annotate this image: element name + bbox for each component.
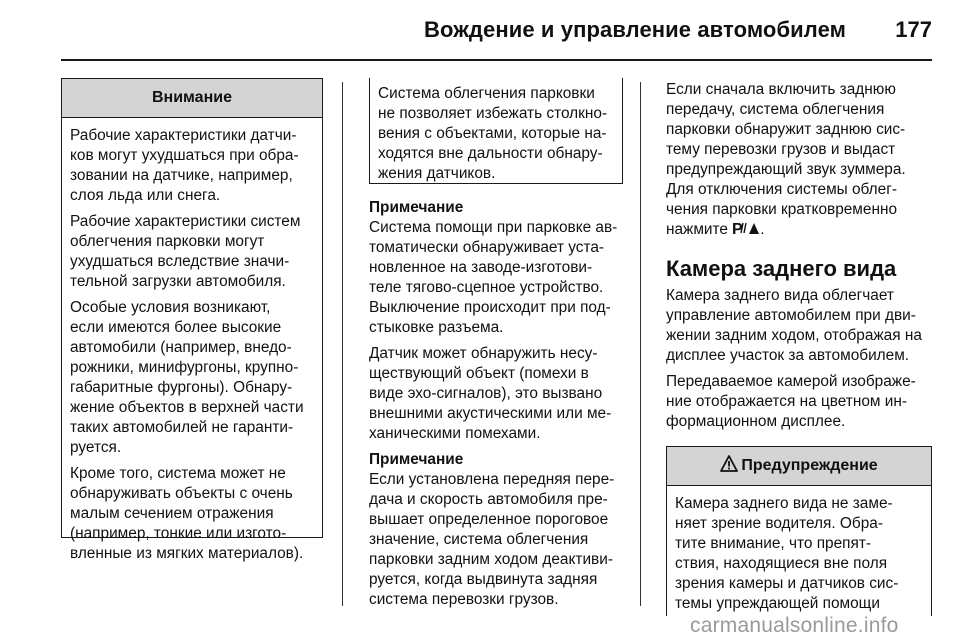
text-line: ханическими помехами. xyxy=(369,425,541,442)
text-line: Для отключения системы облег- xyxy=(666,181,897,198)
trailer-detection-text xyxy=(666,80,932,220)
text-line: Кроме того, система может не xyxy=(70,465,286,482)
text-line: зрения камеры и датчиков сис- xyxy=(675,575,899,592)
rear-camera-para-1 xyxy=(666,286,932,366)
text-line: парковки задним ходом деактиви- xyxy=(369,551,613,568)
text-line: жение объектов в верхней части xyxy=(70,399,304,416)
text-line: рожники, минифургоны, крупно- xyxy=(70,359,299,376)
warning-box-danger-header xyxy=(667,447,931,486)
text-line: ствия, находящиеся вне поля xyxy=(675,555,888,572)
note-1 xyxy=(369,198,623,444)
text-line: малым сечением отражения xyxy=(70,505,274,522)
text-line: если имеются более высокие xyxy=(70,319,282,336)
text-line: темы упреждающей помощи xyxy=(675,595,880,612)
text-line: стыковке разъема. xyxy=(369,319,504,336)
parking-assist-button-icon xyxy=(732,220,760,236)
text-line: Если установлена передняя пере- xyxy=(369,471,615,488)
text-line: новленное на заводе-изготови- xyxy=(369,259,593,276)
warning-box-danger-title: Предупреждение xyxy=(741,457,878,474)
text-line: Система облегчения парковки xyxy=(378,85,595,102)
text-line: няет зрение водителя. Обра- xyxy=(675,515,883,532)
text-line: Камера заднего вида не заме- xyxy=(675,495,893,512)
text-line: слоя льда или снега. xyxy=(70,187,221,204)
text-line: габаритные фургоны). Обнару- xyxy=(70,379,293,396)
column-divider-2 xyxy=(640,82,641,606)
watermark: carmanualsonline.info xyxy=(690,614,899,637)
press-period: . xyxy=(760,221,765,238)
text-line: система перевозки грузов. xyxy=(369,591,559,608)
warning-triangle-icon xyxy=(720,455,738,472)
note-2-label: Примечание xyxy=(369,451,464,468)
note-1-text xyxy=(369,218,623,444)
text-line: таких автомобилей не гаранти- xyxy=(70,419,294,436)
warning-box-body xyxy=(62,118,322,574)
header-rule xyxy=(61,59,932,61)
press-instruction: нажмите xyxy=(666,221,728,238)
text-line: (например, тонкие или изгото- xyxy=(70,525,287,542)
page-number: 177 xyxy=(895,17,932,42)
text-line: парковки обнаружит заднюю сис- xyxy=(666,121,906,138)
text-line: Рабочие характеристики систем xyxy=(70,213,301,230)
press-button-line xyxy=(666,220,932,240)
text-line: Выключение происходит при под- xyxy=(369,299,611,316)
text-line: виде эхо-сигналов), это вызвано xyxy=(369,385,603,402)
text-line: томатически обнаруживает уста- xyxy=(369,239,605,256)
text-line: вышает определенное пороговое xyxy=(369,511,609,528)
text-line: автомобили (например, внедо- xyxy=(70,339,292,356)
text-line: зовании на датчике, например, xyxy=(70,167,293,184)
svg-text:P: P xyxy=(732,221,743,236)
text-line: не позволяет избежать столкно- xyxy=(378,105,608,122)
text-line: руется, когда выдвинута задняя xyxy=(369,571,598,588)
text-line: чения парковки кратковременно xyxy=(666,201,898,218)
text-line: Передаваемое камерой изображе- xyxy=(666,373,916,390)
text-line: управление автомобилем при дви- xyxy=(666,307,916,324)
text-line: Датчик может обнаружить несу- xyxy=(369,345,598,362)
paragraph xyxy=(70,464,314,564)
text-line: Система помощи при парковке ав- xyxy=(369,219,618,236)
text-line: тему перевозки грузов и выдаст xyxy=(666,141,896,158)
text-line: Если сначала включить заднюю xyxy=(666,81,896,98)
text-line: тельной загрузки автомобиля. xyxy=(70,273,286,290)
paragraph xyxy=(70,126,314,206)
text-line: дача и скорость автомобиля пре- xyxy=(369,491,608,508)
column-divider-1 xyxy=(342,82,343,606)
text-line: облегчения парковки могут xyxy=(70,233,265,250)
note-1-label: Примечание xyxy=(369,199,464,216)
paragraph xyxy=(70,212,314,292)
text-line: формационном дисплее. xyxy=(666,413,846,430)
text-line: ухудшаться вследствие значи- xyxy=(70,253,290,270)
warning-box-caution xyxy=(61,78,323,562)
text-line: Рабочие характеристики датчи- xyxy=(70,127,297,144)
column-1 xyxy=(61,78,323,562)
text-line: теле тягово-сцепное устройство. xyxy=(369,279,604,296)
text-line: руется. xyxy=(70,439,122,456)
text-line: внешними акустическими или ме- xyxy=(369,405,612,422)
text-line: жения датчиков. xyxy=(378,165,496,182)
text-line: Камера заднего вида облегчает xyxy=(666,287,894,304)
text-line: ходятся вне дальности обнару- xyxy=(378,145,603,162)
text-line: Особые условия возникают, xyxy=(70,299,271,316)
text-line: вения с объектами, которые на- xyxy=(378,125,607,142)
note-2 xyxy=(369,450,623,610)
note-2-text xyxy=(369,470,623,610)
warning-box-title: Внимание xyxy=(62,79,322,118)
column-2 xyxy=(369,78,623,610)
text-line: ние отображается на цветном ин- xyxy=(666,393,907,410)
text-line: дисплее участок за автомобилем. xyxy=(666,347,910,364)
column-3 xyxy=(666,80,932,616)
text-line: жении задним ходом, отображая на xyxy=(666,327,922,344)
warning-box-danger xyxy=(666,446,932,616)
parking-limit-box xyxy=(369,78,623,184)
text-line: вленные из мягких материалов). xyxy=(70,545,304,562)
text-line: ков могут ухудшаться при обра- xyxy=(70,147,299,164)
text-line: предупреждающий звук зуммера. xyxy=(666,161,906,178)
paragraph xyxy=(70,298,314,458)
text-line: значение, система облегчения xyxy=(369,531,589,548)
text-line: обнаруживать объекты с очень xyxy=(70,485,293,502)
rear-camera-para-2 xyxy=(666,372,932,432)
page-header-title: Вождение и управление автомобилем xyxy=(424,17,846,42)
text-line: тите внимание, что препят- xyxy=(675,535,872,552)
warning-box-danger-body xyxy=(667,486,931,618)
text-line: ществующий объект (помехи в xyxy=(369,365,589,382)
paragraph xyxy=(369,218,623,338)
text-line: передачу, система облегчения xyxy=(666,101,885,118)
paragraph xyxy=(369,344,623,444)
section-title-rear-camera: Камера заднего вида xyxy=(666,256,897,281)
